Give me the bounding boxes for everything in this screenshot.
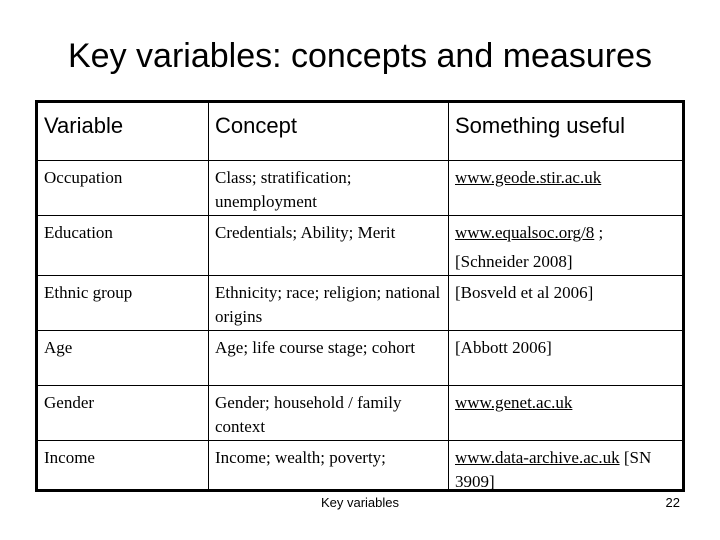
table-row [38,160,682,215]
cell-variable: Age [44,338,73,357]
table-row [38,215,682,275]
cell-useful [448,441,682,489]
table-header-row [38,103,682,160]
cell-concept: Age; life course stage; cohort [208,331,448,385]
header-variable: Variable [44,113,124,138]
footer-label: Key variables [320,495,400,510]
useful-extra: [Abbott 2006] [455,338,552,357]
cell-concept: Class; stratification; unemployment [208,161,448,215]
cell-concept: Gender; household / family context [208,386,448,440]
cell-useful [448,331,682,385]
cell-useful [448,386,682,440]
cell-useful [448,216,682,275]
cell-useful [448,161,682,215]
header-concept: Concept [208,103,448,160]
cell-variable: Education [44,223,113,242]
useful-extra: ; [Schneider 2008] [455,223,604,271]
useful-extra: [Bosveld et al 2006] [455,283,594,302]
table-row [38,385,682,440]
table-row [38,330,682,385]
header-useful: Something useful [448,103,682,160]
cell-variable: Gender [44,393,95,412]
cell-variable: Occupation [44,168,123,187]
cell-variable: Ethnic group [44,283,133,302]
table-row [38,440,682,489]
useful-extra: [SN 3909] [455,448,652,491]
cell-useful [448,276,682,330]
useful-link[interactable]: www.equalsoc.org/8 [455,223,595,242]
cell-concept: Credentials; Ability; Merit [208,216,448,275]
table-row [38,275,682,330]
cell-concept: Income; wealth; poverty; [208,441,448,489]
slide-title: Key variables: concepts and measures [68,37,652,75]
page-number: 22 [665,495,680,510]
cell-concept: Ethnicity; race; religion; national origins [208,276,448,330]
useful-link[interactable]: www.data-archive.ac.uk [455,448,620,467]
cell-variable: Income [44,448,95,467]
variables-table [35,100,685,492]
useful-link[interactable]: www.geode.stir.ac.uk [455,168,602,187]
useful-link[interactable]: www.genet.ac.uk [455,393,573,412]
